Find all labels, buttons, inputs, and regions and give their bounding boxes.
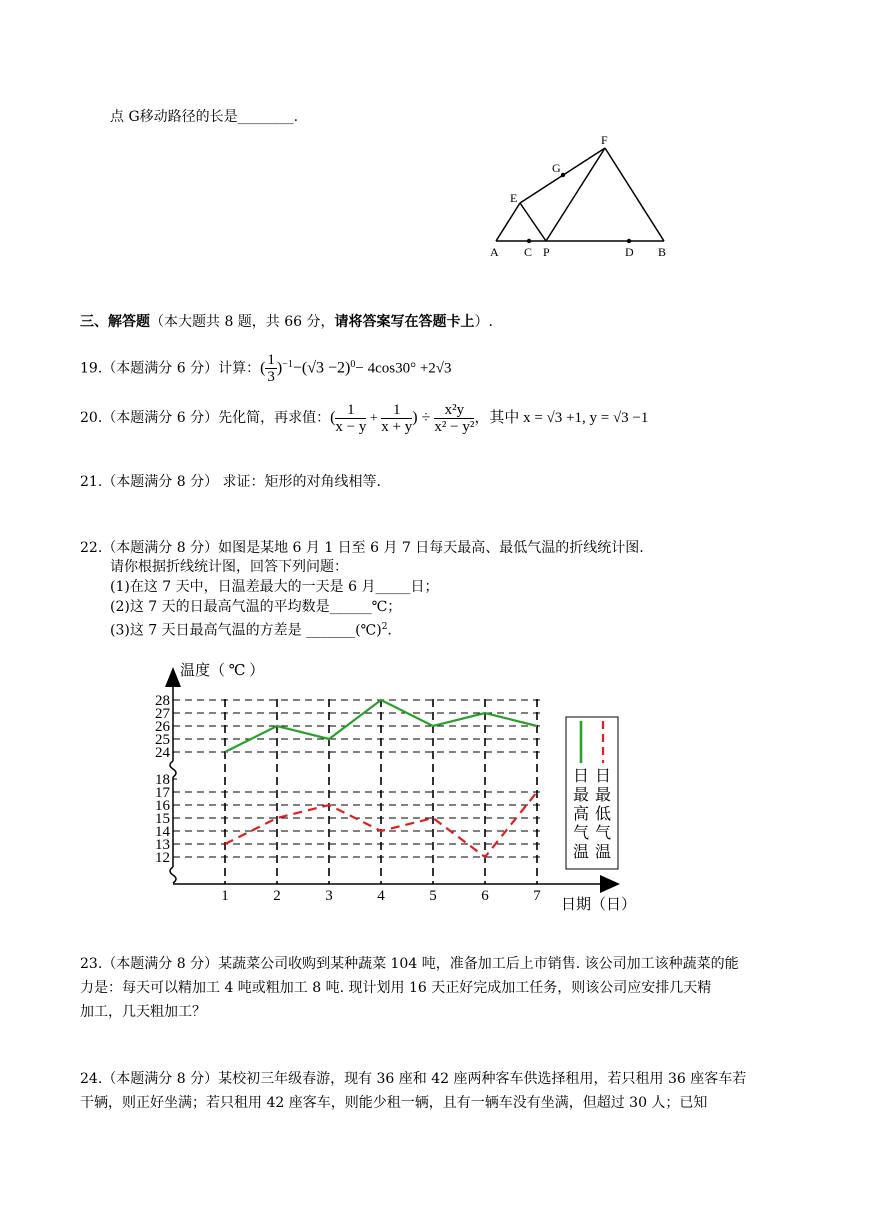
y-tick-label-12: 12 <box>155 850 170 866</box>
y-tick-label-26: 26 <box>155 719 170 735</box>
x-tick-label-3: 3 <box>325 888 333 904</box>
y-tick-label-24: 24 <box>155 745 170 761</box>
triangle-figure <box>480 128 680 268</box>
q23-line-2: 力是：每天可以精加工 4 吨或粗加工 8 吨. 现计划用 16 天正好完成加工任务，则该公司应安排几天精 <box>80 980 712 996</box>
segment-ep <box>520 203 546 241</box>
q20-frac-2: $\frac{1}{x + y}$ <box>381 401 413 435</box>
q23-line-3: 加工，几天粗加工？ <box>80 1004 206 1020</box>
x-tick-label-7: 7 <box>533 888 541 904</box>
section-3-note: （本大题共 8 题，共 66 分， <box>150 314 335 330</box>
q19-fraction: $\frac{1}{3}$ <box>267 352 275 386</box>
q20: 20.（本题满分 6 分）先化简，再求值：( $\frac{1}{x - y}$ + $\frac{1}{x + y}$ ) ÷ $\frac{\text{x²y}}{\text{x² − y²}}$ ，其中 x = √3 +1, y = √3 −1 <box>80 401 649 435</box>
q22-line-5: (3)这 7 天日最高气温的方差是 _______(℃)$^2$. <box>110 622 392 639</box>
y-axis-title: 温度（ ℃ ） <box>180 663 265 679</box>
q19-prefix: 19.（本题满分 6 分）计算： <box>80 360 261 377</box>
temperature-chart <box>140 655 640 920</box>
q21: 21.（本题满分 8 分） 求证：矩形的对角线相等. <box>80 474 381 490</box>
q19-exp0: 0 <box>350 359 356 370</box>
point-g <box>561 173 565 177</box>
label-g: G <box>552 161 561 175</box>
legend-high-char-0: 日 <box>572 768 590 785</box>
x-tick-label-4: 4 <box>377 888 385 904</box>
label-d: D <box>625 245 634 259</box>
segment-ae <box>496 203 520 241</box>
q24-line-2: 干辆，则正好坐满；若只租用 42 座客车，则能少租一辆，且有一辆车没有坐满，但超过 30 人；已知 <box>80 1095 708 1111</box>
x-tick-label-5: 5 <box>429 888 437 904</box>
q20-frac-3: $\frac{\text{x²y}}{\text{x² − y²}}$ <box>434 401 475 435</box>
q22-line-3: (1)在这 7 天中，日温差最大的一天是 6 月_____日； <box>110 579 439 595</box>
segment-fb <box>605 148 664 241</box>
x-axis-arrow <box>600 875 620 893</box>
legend-low-char-4: 温 <box>594 844 612 861</box>
y-tick-label-16: 16 <box>155 798 170 814</box>
x-tick-label-2: 2 <box>273 888 281 904</box>
y-tick-label-14: 14 <box>155 824 170 840</box>
q20-tail: ，其中 x = √3 +1, y = √3 −1 <box>474 410 649 426</box>
chart-legend <box>566 717 618 869</box>
q20-frac-1: $\frac{1}{x - y}$ <box>335 401 367 435</box>
y-tick-label-17: 17 <box>155 785 170 801</box>
chart-labels <box>155 661 636 913</box>
legend-high-char-4: 温 <box>572 844 590 861</box>
x-tick-label-1: 1 <box>221 888 229 904</box>
y-tick-label-25: 25 <box>155 732 170 748</box>
section-3-title: 三、解答题 <box>80 314 150 330</box>
point-c <box>527 239 531 243</box>
q22-line-1: 22.（本题满分 8 分）如图是某地 6 月 1 日至 6 月 7 日每天最高、最低气温的折线统计图. <box>80 540 644 556</box>
q18-tail-text: 点 G移动路径的长是________. <box>110 109 299 125</box>
point-d <box>627 239 631 243</box>
q24-line-1: 24.（本题满分 8 分）某校初三年级春游，现有 36 座和 42 座两种客车供选择租用，若只租用 36 座客车若 <box>80 1071 747 1087</box>
label-e: E <box>510 191 518 205</box>
x-tick-label-6: 6 <box>481 888 489 904</box>
y-tick-label-15: 15 <box>155 811 170 827</box>
legend-low-char-2: 低 <box>594 806 612 823</box>
axis-break-lower <box>170 867 176 883</box>
legend-high-char-2: 高 <box>572 806 590 823</box>
section-3-note-end: ）. <box>474 314 493 330</box>
label-c: C <box>524 245 533 259</box>
y-tick-label-13: 13 <box>155 837 170 853</box>
q19-tail: − 4cos30° +2√3 <box>355 360 452 377</box>
q20-prefix: 20.（本题满分 6 分）先化简，再求值： <box>80 410 331 426</box>
label-b: B <box>658 245 667 259</box>
section-3-note-bold: 请将答案写在答题卡上 <box>334 314 475 330</box>
y-tick-label-27: 27 <box>155 706 170 722</box>
q19-mid: −(√3 −2) <box>292 359 351 377</box>
legend-high-char-1: 最 <box>572 787 590 804</box>
legend-low-char-3: 气 <box>594 825 612 842</box>
legend-high-char-3: 气 <box>572 825 590 842</box>
chart-axes <box>165 667 620 893</box>
legend-low-char-1: 最 <box>594 787 612 804</box>
q22-line-2: 请你根据折线统计图，回答下列问题： <box>110 559 348 575</box>
y-tick-label-28: 28 <box>155 693 170 709</box>
axis-break-upper <box>170 761 176 777</box>
label-f: F <box>601 133 608 147</box>
q23-line-1: 23.（本题满分 8 分）某蔬菜公司收购到某种蔬菜 104 吨，准备加工后上市销售. 该公司加工该种蔬菜的能 <box>80 956 739 972</box>
q19: 19.（本题满分 6 分）计算：( $\frac{1}{3}$ )$^{-1}-(√3 -2)^0- 4\cos 30^\circ +2√3$ <box>80 352 452 386</box>
label-a: A <box>490 245 499 259</box>
x-axis-title: 日期（日） <box>561 897 637 913</box>
y-tick-label-18: 18 <box>155 772 170 788</box>
section-3-header <box>80 313 493 331</box>
q19-exp: −1 <box>282 359 293 370</box>
y-axis-arrow <box>165 667 181 687</box>
legend-low-char-0: 日 <box>594 768 612 785</box>
q22-line-4: (2)这 7 天的日最高气温的平均数是______℃； <box>110 599 402 615</box>
label-p: P <box>543 245 550 259</box>
